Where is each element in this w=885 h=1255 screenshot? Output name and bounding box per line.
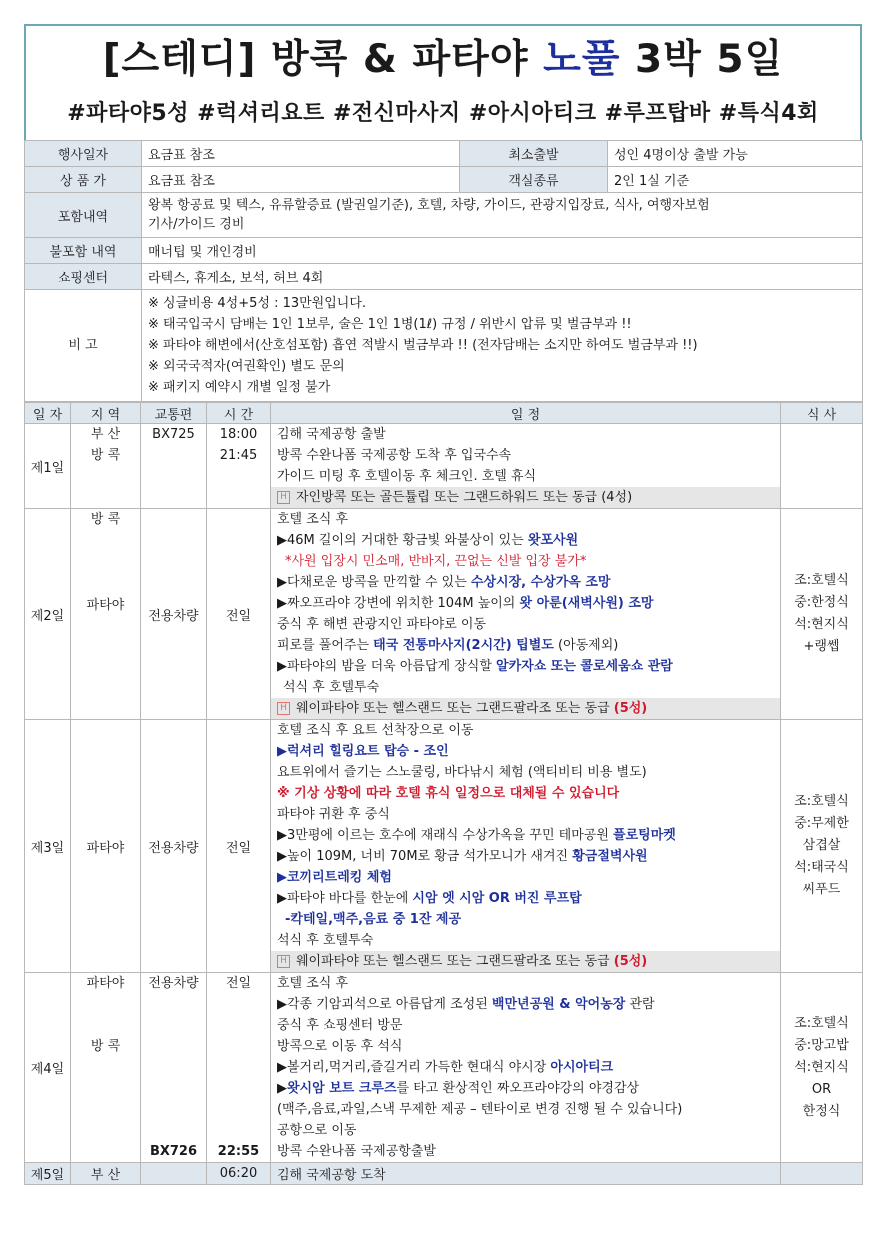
note-list	[142, 290, 863, 402]
meal-text: 조:호텔식	[794, 794, 849, 809]
hotel-line	[271, 487, 780, 508]
itinerary-line: ▶볼거리,먹거리,즐길거리 가득한 현대식 야시장 아시아티크	[277, 1060, 614, 1075]
excl-label: 불포함 내역	[25, 238, 142, 264]
itinerary-line: ▶파타야 바다를 한눈에 시암 엣 시암 OR 버진 루프탑	[277, 891, 582, 906]
incl-value	[142, 193, 863, 238]
hashtags: #파타야5성 #럭셔리요트 #전신마사지 #아시아티크 #루프탑바 #특식4회	[67, 101, 819, 126]
itinerary-line: 방콕 수완나폼 국제공항출발	[277, 1144, 436, 1159]
itinerary-line: 김해 국제공항 출발	[277, 427, 386, 442]
highlight: 왓시암 보트 크루즈	[287, 1081, 397, 1096]
highlight: ▶럭셔리 힐링요트 탑승 - 조인	[277, 744, 449, 759]
room-value: 2인 1실 기준	[608, 167, 863, 193]
hotel-line	[271, 951, 780, 972]
day3-label: 제3일	[25, 720, 71, 973]
itinerary-line: 중식 후 쇼핑센터 방문	[277, 1018, 403, 1033]
hotel-text: 자인방콕 또는 골든튤립 또는 그랜드하워드 또는 동급 (4성)	[296, 490, 633, 505]
note-label: 비 고	[25, 290, 142, 402]
day4-transport	[141, 973, 207, 1163]
date-label: 행사일자	[25, 141, 142, 167]
hotel-text: 웨이파타야 또는 헬스랜드 또는 그랜드팔라조 또는 동급	[296, 701, 614, 716]
itinerary-line: 피로를 풀어주는 태국 전통마사지(2시간) 팁별도 (아동제외)	[277, 638, 619, 653]
day5-label: 제5일	[25, 1163, 71, 1185]
day4-meal	[781, 973, 863, 1163]
region-text: 파타야	[86, 598, 125, 613]
day1-region	[71, 424, 141, 509]
time-text: 18:00	[219, 427, 258, 442]
hotel-icon: H	[277, 955, 290, 968]
date-value: 요금표 참조	[142, 141, 460, 167]
region-text: 부 산	[90, 427, 121, 442]
day1-label: 제1일	[25, 424, 71, 509]
title-text-end: 3박 5일	[620, 37, 784, 82]
col-transport: 교통편	[141, 403, 207, 424]
itinerary-line: 호텔 조식 후 요트 선착장으로 이동	[277, 723, 474, 738]
day4-region	[71, 973, 141, 1163]
day3-meal	[781, 720, 863, 973]
highlight: 황금절벽사원	[572, 849, 648, 864]
day2-itinerary	[271, 509, 781, 720]
itinerary-line: 가이드 미팅 후 호텔이동 후 체크인. 호텔 휴식	[277, 469, 537, 484]
highlight: -칵테일,맥주,음료 중 1잔 제공	[285, 912, 462, 927]
day4-itinerary	[271, 973, 781, 1163]
highlight: 태국 전통마사지(2시간) 팁별도	[373, 638, 554, 653]
meal-text: +랭쎕	[803, 639, 840, 654]
itinerary-line: 방콕 수완나폼 국제공항 도착 후 입국수속	[277, 448, 512, 463]
time-text: 21:45	[219, 448, 258, 463]
meal-text: 석:태국식	[794, 860, 849, 875]
itinerary-line: 석식 후 호텔투숙	[283, 680, 380, 695]
itinerary-line: 공항으로 이동	[277, 1123, 357, 1138]
meal-text: 중:한정식	[794, 595, 849, 610]
title-highlight: 노풀	[543, 37, 621, 82]
meal-text: 삼겹살	[802, 838, 841, 853]
col-itinerary: 일 정	[271, 403, 781, 424]
hotel-grade: (5성)	[613, 954, 648, 969]
incl-line: 왕복 항공료 및 텍스, 유류할증료 (발권일기준), 호텔, 차량, 가이드, 관광지입장료, 식사, 여행자보험	[148, 198, 710, 213]
col-meal: 식 사	[781, 403, 863, 424]
meal-text: 조:호텔식	[794, 573, 849, 588]
incl-label: 포함내역	[25, 193, 142, 238]
min-value: 성인 4명이상 출발 가능	[608, 141, 863, 167]
note-item: ※ 패키지 예약시 개별 일정 불가	[148, 380, 331, 395]
itinerary-sheet	[24, 24, 862, 1185]
itinerary-line: ▶왓시암 보트 크루즈를 타고 환상적인 짜오프라야강의 야경감상	[277, 1081, 640, 1096]
day2-transport: 전용차량	[141, 509, 207, 720]
meal-text: 씨푸드	[802, 882, 841, 897]
price-value: 요금표 참조	[142, 167, 460, 193]
hotel-text: 웨이파타야 또는 헬스랜드 또는 그랜드팔라조 또는 동급	[296, 954, 614, 969]
day5-transport	[141, 1163, 207, 1185]
region-text: 방 콕	[90, 512, 121, 527]
day4-time	[207, 973, 271, 1163]
note-item: ※ 태국입국시 담배는 1인 1보루, 술은 1인 1병(1ℓ) 규정 / 위반시 압류 및 벌금부과 !!	[148, 317, 632, 332]
highlight: 왓 아룬(새벽사원) 조망	[519, 596, 654, 611]
flight-number: BX725	[152, 427, 195, 442]
warning-line: *사원 입장시 민소매, 반바지, 끈없는 신발 입장 불가*	[285, 554, 587, 569]
hotel-grade: (5성)	[613, 701, 648, 716]
col-region: 지 역	[71, 403, 141, 424]
day2-region	[71, 509, 141, 720]
day3-region: 파타야	[71, 720, 141, 973]
shop-value: 라텍스, 휴게소, 보석, 허브 4회	[142, 264, 863, 290]
note-item: ※ 싱글비용 4성+5성 : 13만원입니다.	[148, 296, 367, 311]
itinerary-line: ▶짜오프라야 강변에 위치한 104M 높이의 왓 아룬(새벽사원) 조망	[277, 596, 654, 611]
transport-text: 전용차량	[148, 976, 199, 991]
itinerary-line: ▶각종 기암괴석으로 아름답게 조성된 백만년공원 & 악어농장 관람	[277, 997, 655, 1012]
day1-itinerary	[271, 424, 781, 509]
itinerary-line: (맥주,음료,과일,스낵 무제한 제공 – 텐타이로 변경 진행 될 수 있습니다)	[277, 1102, 683, 1117]
page-title	[26, 26, 860, 86]
meal-text: 석:현지식	[794, 1059, 849, 1075]
region-text: 방 콕	[90, 1039, 121, 1054]
hotel-icon: H	[277, 491, 290, 504]
warning-line: ※ 기상 상황에 따라 호텔 휴식 일정으로 대체될 수 있습니다	[277, 786, 620, 801]
day3-transport: 전용차량	[141, 720, 207, 973]
day5-meal	[781, 1163, 863, 1185]
info-table	[24, 140, 863, 402]
schedule-table	[24, 402, 863, 1185]
note-item: ※ 외국국적자(여권확인) 별도 문의	[148, 359, 345, 374]
itinerary-line: 방콕으로 이동 후 석식	[277, 1039, 403, 1054]
time-text: 22:55	[217, 1144, 260, 1159]
day5-time: 06:20	[207, 1163, 271, 1185]
itinerary-line: 요트위에서 즐기는 스노쿨링, 바다낚시 체험 (액티비티 비용 별도)	[277, 765, 647, 780]
meal-text: 중:망고밥	[794, 1037, 849, 1053]
itinerary-line: 석식 후 호텔투숙	[277, 933, 374, 948]
room-label: 객실종류	[460, 167, 608, 193]
time-text: 전일	[225, 976, 252, 991]
day2-time: 전일	[207, 509, 271, 720]
itinerary-line: 호텔 조식 후	[277, 976, 349, 991]
meal-text: OR	[811, 1081, 832, 1097]
region-text: 파타야	[86, 976, 125, 991]
hotel-line	[271, 698, 780, 719]
highlight: 아시아티크	[550, 1060, 614, 1075]
meal-text: 중:무제한	[794, 816, 849, 831]
day1-meal	[781, 424, 863, 509]
col-day: 일 자	[25, 403, 71, 424]
itinerary-line: ▶3만평에 이르는 호수에 재래식 수상가옥을 꾸민 테마공원 플로팅마켓	[277, 828, 676, 843]
itinerary-line: ▶46M 길이의 거대한 황금빛 와불상이 있는 왓포사원	[277, 533, 579, 548]
itinerary-line: 파타야 귀환 후 중식	[277, 807, 390, 822]
itinerary-line: ▶다채로운 방콕을 만끽할 수 있는 수상시장, 수상가옥 조망	[277, 575, 611, 590]
meal-text: 석:현지식	[794, 617, 849, 632]
highlight: 수상시장, 수상가옥 조망	[470, 575, 611, 590]
hotel-icon: H	[277, 702, 290, 715]
day2-meal	[781, 509, 863, 720]
itinerary-line: 호텔 조식 후	[277, 512, 349, 527]
shop-label: 쇼핑센터	[25, 264, 142, 290]
title-text: [스테디] 방콕 & 파타야	[102, 37, 544, 82]
highlight: 시암 엣 시암 OR 버진 루프탑	[412, 891, 582, 906]
highlight: ▶코끼리트레킹 체험	[277, 870, 392, 885]
meal-text: 조:호텔식	[794, 1015, 849, 1031]
day2-label: 제2일	[25, 509, 71, 720]
highlight: 백만년공원 & 악어농장	[491, 997, 626, 1012]
incl-line: 기사/가이드 경비	[148, 217, 245, 232]
day4-label: 제4일	[25, 973, 71, 1163]
highlight: 플로팅마켓	[613, 828, 676, 843]
itinerary-line: ▶높이 109M, 너비 70M로 황금 석가모니가 새겨진 황금절벽사원	[277, 849, 648, 864]
day1-transport	[141, 424, 207, 509]
itinerary-line: ▶파타야의 밤을 더욱 아름답게 장식할 알카자쇼 또는 콜로세움쇼 관람	[277, 659, 673, 674]
note-item: ※ 파타야 해변에서(산호섬포함) 흡연 적발시 벌금부과 !! (전자담배는 소지만 하여도 벌금부과 !!)	[148, 338, 698, 353]
highlight: 왓포사원	[527, 533, 579, 548]
itinerary-line: 중식 후 해변 관광지인 파타야로 이동	[277, 617, 487, 632]
meal-text: 한정식	[802, 1103, 841, 1119]
region-text: 방 콕	[90, 448, 121, 463]
header	[24, 24, 862, 140]
day5-region: 부 산	[71, 1163, 141, 1185]
day3-itinerary	[271, 720, 781, 973]
day1-time	[207, 424, 271, 509]
highlight: 알카자쇼 또는 콜로세움쇼 관람	[496, 659, 673, 674]
day5-itinerary: 김해 국제공항 도착	[271, 1163, 781, 1185]
excl-value: 매너팁 및 개인경비	[142, 238, 863, 264]
col-time: 시 간	[207, 403, 271, 424]
min-label: 최소출발	[460, 141, 608, 167]
day3-time: 전일	[207, 720, 271, 973]
price-label: 상 품 가	[25, 167, 142, 193]
flight-number: BX726	[149, 1144, 198, 1159]
